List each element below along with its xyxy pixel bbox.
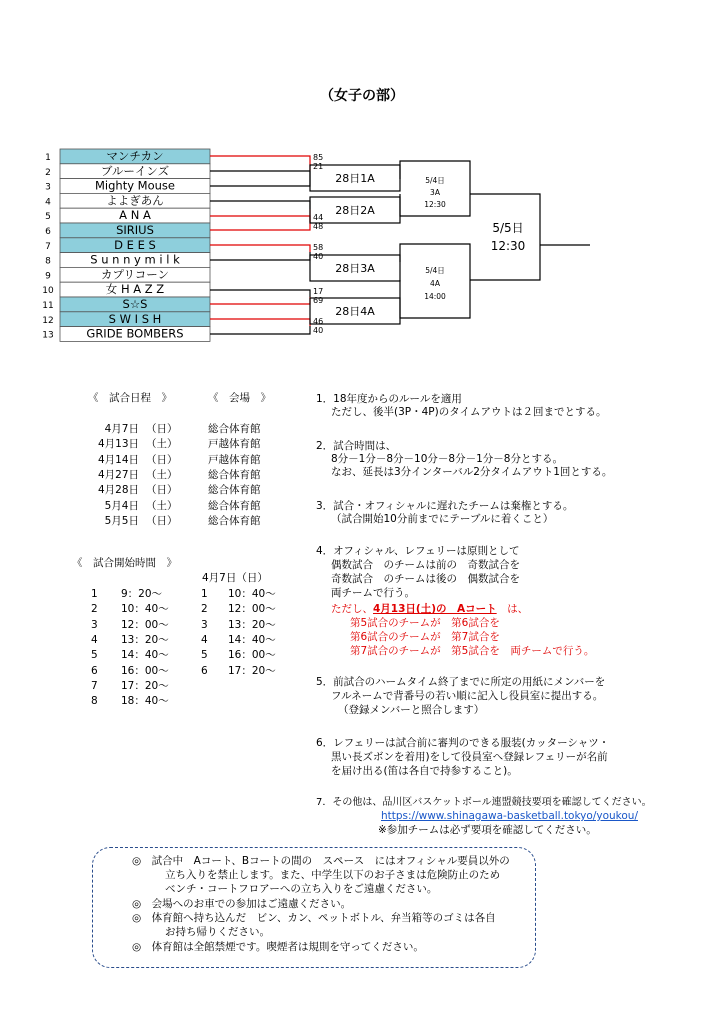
schedule-day: （土） <box>146 468 178 481</box>
team-row <box>45 179 210 194</box>
time-slot-time: 13：20～ <box>121 633 169 646</box>
team-row <box>45 164 210 179</box>
schedule-header: 《 試合日程 》 <box>88 392 172 404</box>
schedule-day: （日） <box>146 514 178 527</box>
team-name: SIRIUS <box>116 223 154 237</box>
schedule-day: （日） <box>146 453 178 466</box>
schedule-date: 5月4日 <box>104 499 139 512</box>
final-date: 5/5日 <box>492 221 524 235</box>
team-number: 10 <box>42 286 54 297</box>
team-row <box>42 282 210 297</box>
score-1: 85 <box>313 153 324 162</box>
team-name: マンチカン <box>106 149 164 163</box>
page-title: （女子の部） <box>320 88 404 104</box>
rule-4: 4．オフィシャル、レフェリーは原則として <box>316 545 520 557</box>
time-slot-number: 7 <box>91 679 98 692</box>
time-slot-number: 3 <box>201 618 208 631</box>
rules-link[interactable]: https://www.shinagawa-basketball.tokyo/youkou/ <box>381 810 638 822</box>
time-slot-time: 17：20～ <box>228 664 276 677</box>
team-number: 9 <box>45 271 51 282</box>
rule-4-both: 両チームで行う。 <box>331 587 415 599</box>
rule-2: 2．試合時間は、 <box>316 440 397 452</box>
score-11: 69 <box>313 296 324 305</box>
rule-3: 3．試合・オフィシャルに遅れたチームは棄権とする。 <box>316 500 574 512</box>
team-name: S u n n y m i l k <box>90 252 180 267</box>
team-number: 2 <box>45 167 51 178</box>
notice-1: ◎ 試合中 Aコート、Bコートの間の スペース にはオフィシャル要員以外の <box>132 855 510 867</box>
time-slot-number: 2 <box>91 603 98 616</box>
team-row <box>45 253 210 268</box>
team-row <box>42 297 210 312</box>
team-number: 6 <box>45 227 51 237</box>
team-name: GRIDE BOMBERS <box>86 326 184 341</box>
team-number: 13 <box>42 330 54 341</box>
team-name: Mighty Mouse <box>95 178 175 193</box>
score-7: 58 <box>313 243 324 252</box>
rule-1-detail: ただし、後半(3P・4P)のタイムアウトは２回までとする。 <box>331 406 607 418</box>
score-2: 21 <box>313 162 324 171</box>
team-name: ブルーインズ <box>100 163 170 178</box>
team-row <box>45 238 210 253</box>
rule-3-detail: （試合開始10分前までにテーブルに着くこと） <box>331 513 554 525</box>
time-slot-time: 16：00～ <box>228 649 276 662</box>
time-slot-number: 1 <box>201 588 208 600</box>
time-slot-number: 4 <box>201 633 208 646</box>
schedule-date: 4月7日 <box>104 423 139 435</box>
semi-2-time: 14:00 <box>424 292 446 301</box>
team-row <box>45 223 210 238</box>
rule-4-odd: 奇数試合 のチームは後の 偶数試合を <box>331 573 520 585</box>
start-times-alt-header: 4月7日（日） <box>202 572 268 584</box>
schedule-day: （日） <box>146 423 178 435</box>
time-slot-time: 13：20～ <box>228 618 276 631</box>
team-number: 3 <box>45 182 51 193</box>
start-times-header: 《 試合開始時間 》 <box>72 557 177 569</box>
notice-4: ◎ 体育館は全館禁煙です。喫煙者は規則を守ってください。 <box>132 941 424 953</box>
time-slot-time: 12：00～ <box>228 603 276 616</box>
schedule-venue: 総合体育館 <box>208 423 261 435</box>
score-13: 40 <box>313 326 324 335</box>
team-row <box>45 149 210 164</box>
time-slot-time: 12：00～ <box>121 618 169 631</box>
team-row <box>42 327 210 342</box>
score-12: 46 <box>313 317 324 326</box>
rule-2-note: なお、延長は3分インターバル2分タイムアウト1回とする。 <box>331 466 613 478</box>
rule-4-even: 偶数試合 のチームは前の 奇数試合を <box>331 559 520 571</box>
team-row <box>45 193 210 208</box>
rule-2-detail: 8分－1分－8分－10分－8分－1分－8分とする。 <box>331 453 563 465</box>
semi-2-court: 4A <box>430 279 440 288</box>
venue-header: 《 会場 》 <box>208 392 271 404</box>
team-row <box>45 208 210 223</box>
time-slot-time: 16：00～ <box>121 664 169 677</box>
rule-5-note: （登録メンバーと照合します） <box>338 704 485 716</box>
team-name: カプリコーン <box>100 267 170 282</box>
team-number: 12 <box>42 315 54 326</box>
notice-2: ◎ 会場へのお車での参加はご遠慮ください。 <box>132 898 352 910</box>
score-6: 48 <box>313 222 324 231</box>
final-time: 12:30 <box>490 239 526 253</box>
team-row <box>42 312 210 327</box>
time-slot-number: 6 <box>201 664 208 677</box>
bracket-lines <box>210 156 590 334</box>
team-list <box>42 149 210 341</box>
team-number: 11 <box>42 301 54 311</box>
schedule-date: 4月14日 <box>97 453 139 466</box>
team-name: S☆S <box>122 297 148 311</box>
match-2-label: 28日2A <box>335 204 375 217</box>
time-slot-time: 10：40～ <box>228 588 276 600</box>
score-5: 44 <box>313 213 324 222</box>
scores <box>313 153 323 335</box>
time-slot-number: 8 <box>91 695 98 708</box>
time-slot-time: 17：20～ <box>121 679 169 692</box>
team-number: 4 <box>45 197 51 208</box>
team-number: 8 <box>45 256 51 267</box>
score-8: 40 <box>313 252 324 261</box>
time-slot-time: 14：40～ <box>121 649 169 662</box>
schedule-venue: 総合体育館 <box>208 514 261 527</box>
time-slot-number: 4 <box>91 633 98 646</box>
team-name: D E E S <box>114 237 156 252</box>
semi-1-date: 5/4日 <box>425 176 445 185</box>
time-slot-number: 5 <box>91 649 98 662</box>
team-name: 女 H A Z Z <box>105 282 165 297</box>
time-slot-time: 18：40～ <box>121 695 169 708</box>
rule-4-exception-3: 第7試合のチームが 第5試合を 両チームで行う。 <box>350 645 595 657</box>
team-name: A N A <box>119 208 151 223</box>
rule-6-detail: 黒い長ズボンを着用)をして役員室へ登録レフェリーが名前 <box>331 751 608 763</box>
notice-3: ◎ 体育館へ持ち込んだ ビン、カン、ペットボトル、弁当箱等のゴミは各自 <box>132 912 496 924</box>
schedule-date: 4月13日 <box>97 438 139 451</box>
notice-1-cont2: ベンチ・コートフロアーへの立ち入りをご遠慮ください。 <box>165 883 438 895</box>
semi-2-date: 5/4日 <box>425 266 445 275</box>
tournament-bracket <box>0 0 724 360</box>
notice-3-cont: お持ち帰りください。 <box>165 926 270 938</box>
schedule-day: （土） <box>146 499 178 512</box>
match-3-label: 28日3A <box>335 262 375 275</box>
semi-1-court: 3A <box>430 188 440 197</box>
time-slot-number: 5 <box>201 649 208 662</box>
schedule-venue: 戸越体育館 <box>208 438 261 451</box>
match-4-label: 28日4A <box>335 305 375 318</box>
team-row <box>45 267 210 282</box>
schedule-day: （土） <box>146 438 178 451</box>
rule-6: 6．レフェリーは試合前に審判のできる服装(カッターシャツ・ <box>316 737 610 749</box>
team-name: S W I S H <box>108 311 162 326</box>
rule-4-exception-1: 第5試合のチームが 第6試合を <box>350 617 500 629</box>
team-number: 5 <box>45 212 51 223</box>
schedule-day: （日） <box>146 484 178 497</box>
schedule-venue: 総合体育館 <box>208 484 261 497</box>
time-slot-number: 2 <box>201 603 208 616</box>
team-number: 7 <box>45 241 51 252</box>
schedule-date: 5月5日 <box>104 514 139 527</box>
team-number: 1 <box>45 153 51 163</box>
notice-1-cont: 立ち入りを禁止します。また、中学生以下のお子さまは危険防止のため <box>165 869 501 881</box>
rule-4-exception: ただし、4月13日(土)の Aコート は、 <box>331 603 529 615</box>
schedule-venue: 総合体育館 <box>208 468 261 481</box>
time-slot-time: 10：40～ <box>121 603 169 616</box>
time-slot-number: 6 <box>91 664 98 677</box>
match-1-label: 28日1A <box>335 172 375 185</box>
rule-5-detail: フルネームで背番号の若い順に記入し役員室に提出する。 <box>331 690 604 702</box>
schedule-date: 4月27日 <box>97 468 139 481</box>
rule-4-exception-2: 第6試合のチームが 第7試合を <box>350 631 500 643</box>
semi-1-time: 12:30 <box>424 200 446 209</box>
time-slot-time: 9：20～ <box>121 588 163 600</box>
rule-7-note: ※参加チームは必ず要項を確認してください。 <box>378 824 597 836</box>
time-slot-time: 14：40～ <box>228 633 276 646</box>
schedule-venue: 戸越体育館 <box>208 453 261 466</box>
rule-7: 7．その他は、品川区バスケットボール連盟競技要項を確認してください。 <box>316 797 652 808</box>
score-10: 17 <box>313 287 324 296</box>
rule-5: 5．前試合のハームタイム終了までに所定の用紙にメンバーを <box>316 676 606 688</box>
schedule-venue: 総合体育館 <box>208 499 261 512</box>
time-slot-number: 1 <box>91 588 98 600</box>
rule-1: 1．18年度からのルールを適用 <box>316 393 462 405</box>
team-name: よよぎあん <box>106 193 164 208</box>
schedule-date: 4月28日 <box>97 484 139 497</box>
rule-6-note: を届け出る(笛は各自で持参すること)。 <box>331 765 518 777</box>
time-slot-number: 3 <box>91 618 98 631</box>
